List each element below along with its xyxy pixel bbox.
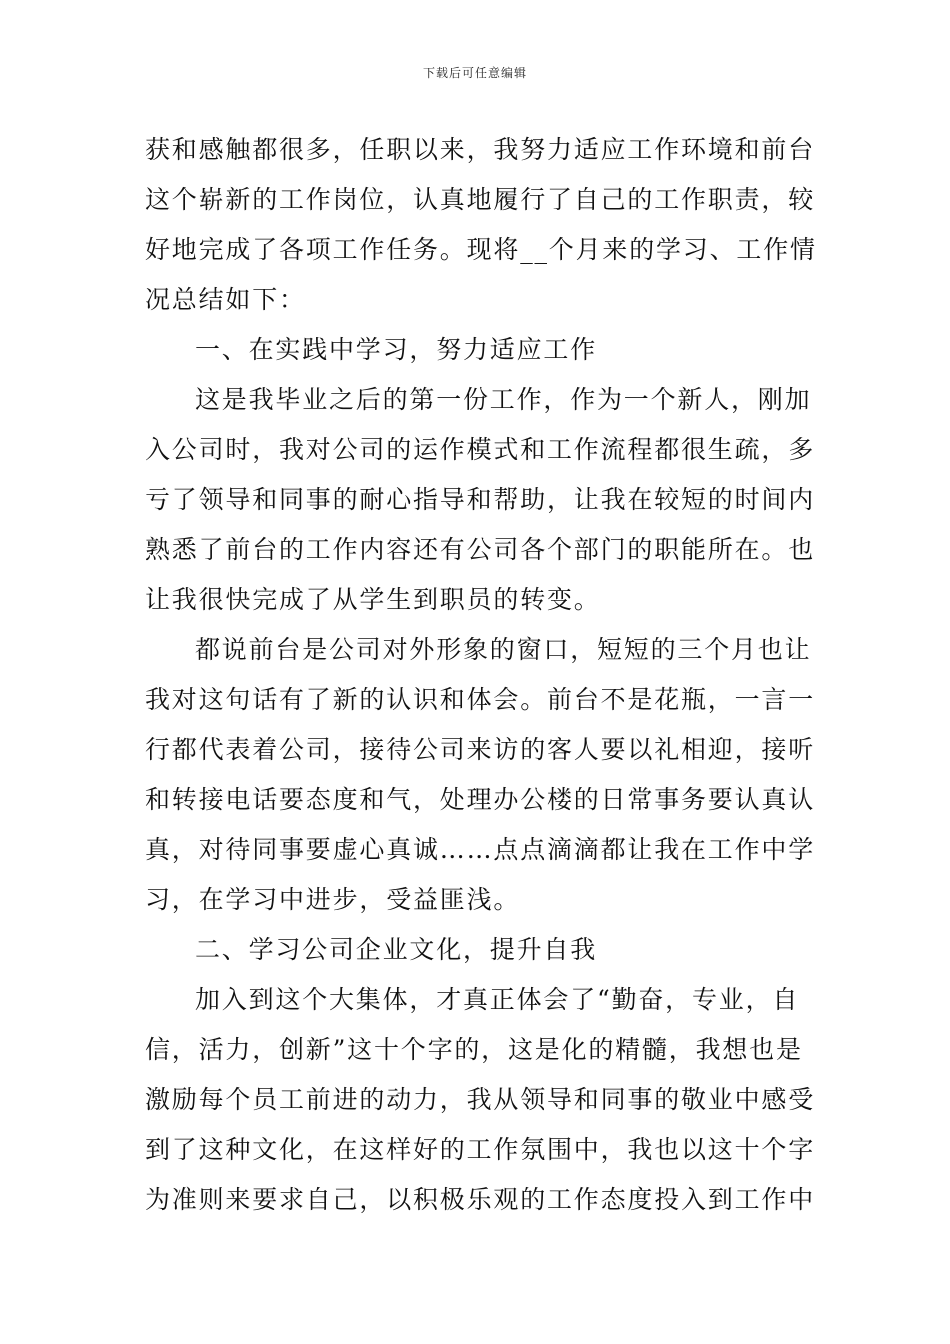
text-line: 我对这句话有了新的认识和体会。前台不是花瓶，一言一 xyxy=(145,685,816,714)
section-heading: 一、在实践中学习，努力适应工作 xyxy=(195,335,598,364)
text-line: 和转接电话要态度和气，处理办公楼的日常事务要认真认 xyxy=(145,785,816,814)
text-line: 到了这种文化，在这样好的工作氛围中，我也以这十个字 xyxy=(145,1135,816,1164)
text-line: 加入到这个大集体，才真正体会了“勤奋，专业，自 xyxy=(195,985,800,1014)
text-line: 为准则来要求自己，以积极乐观的工作态度投入到工作中 xyxy=(145,1185,816,1214)
text-line: 好地完成了各项工作任务。现将__个月来的学习、工作情 xyxy=(145,235,817,264)
text-line: 真，对待同事要虚心真诚……点点滴滴都让我在工作中学 xyxy=(145,835,816,864)
text-line: 入公司时，我对公司的运作模式和工作流程都很生疏，多 xyxy=(145,435,816,464)
text-line: 行都代表着公司，接待公司来访的客人要以礼相迎，接听 xyxy=(145,735,816,764)
text-line: 习，在学习中进步，受益匪浅。 xyxy=(145,885,521,914)
text-line: 激励每个员工前进的动力，我从领导和同事的敬业中感受 xyxy=(145,1085,816,1114)
page-header: 下载后可任意编辑 xyxy=(422,66,527,80)
section-heading: 二、学习公司企业文化，提升自我 xyxy=(195,935,598,964)
text-line: 况总结如下： xyxy=(145,285,306,314)
text-line: 信，活力，创新”这十个字的，这是化的精髓，我想也是 xyxy=(145,1035,803,1064)
text-line: 都说前台是公司对外形象的窗口，短短的三个月也让 xyxy=(195,635,812,664)
document-body xyxy=(145,125,817,1225)
text-line: 获和感触都很多，任职以来，我努力适应工作环境和前台 xyxy=(145,135,816,164)
text-line: 熟悉了前台的工作内容还有公司各个部门的职能所在。也 xyxy=(145,535,816,564)
text-line: 让我很快完成了从学生到职员的转变。 xyxy=(145,585,601,614)
text-line: 亏了领导和同事的耐心指导和帮助，让我在较短的时间内 xyxy=(145,485,816,514)
text-line: 这是我毕业之后的第一份工作，作为一个新人，刚加 xyxy=(195,385,812,414)
text-line: 这个崭新的工作岗位，认真地履行了自己的工作职责，较 xyxy=(145,185,816,214)
